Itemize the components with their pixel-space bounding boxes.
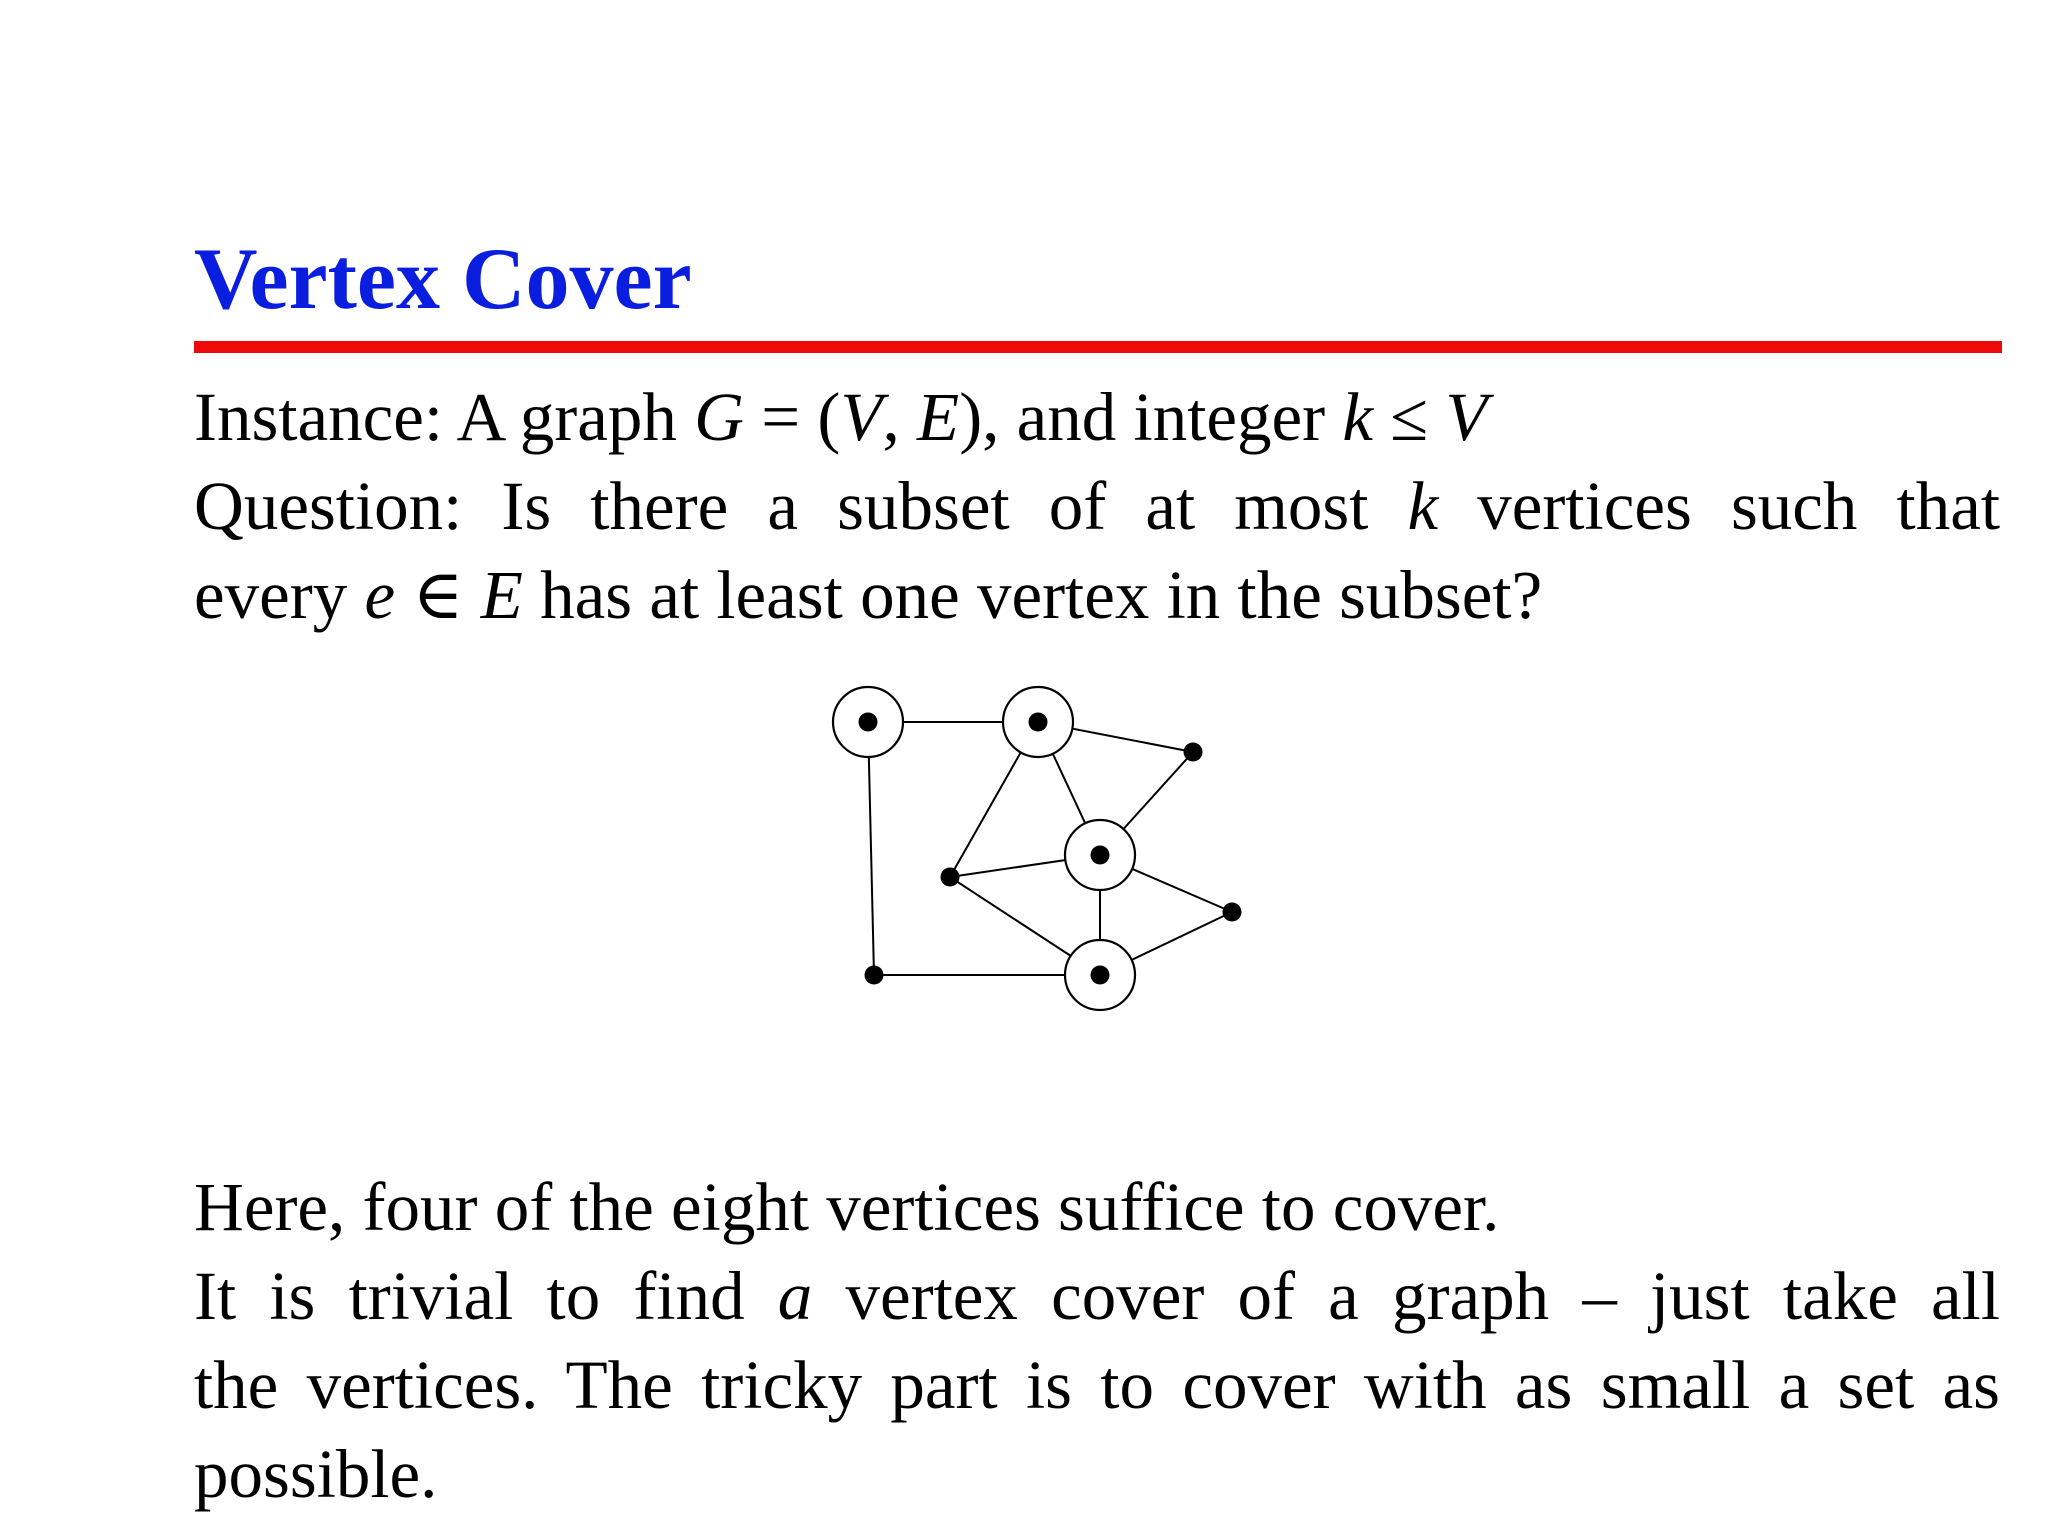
instance-integer-text: ), and integer <box>959 379 1343 455</box>
math-G: G <box>694 379 744 455</box>
graph-edges <box>868 722 1232 975</box>
vertex-v8-cover <box>1065 940 1135 1010</box>
remark-line-2-prefix: It is trivial to find <box>194 1258 778 1334</box>
emphasis-a: a <box>777 1258 813 1334</box>
instance-text: Instance: A graph <box>194 379 695 455</box>
vertex-v4 <box>941 868 960 887</box>
math-in: ∈ <box>395 557 481 633</box>
vertex-dot <box>1091 966 1110 985</box>
vertex-v5-cover <box>1065 820 1135 890</box>
math-leq: ≤ <box>1373 379 1446 455</box>
vertex-dot <box>1184 743 1203 762</box>
remark-line-2-suffix: vertex cover of a graph – just take all <box>812 1258 2000 1334</box>
title-rule <box>194 341 2002 353</box>
math-comma: , <box>882 379 918 455</box>
math-E: E <box>480 557 523 633</box>
question-every: every <box>194 557 365 633</box>
problem-statement <box>194 373 2000 640</box>
vertex-v6 <box>1223 903 1242 922</box>
remark-line-3: the vertices. The tricky part is to cover with as small a set as <box>194 1347 2000 1423</box>
math-E: E <box>917 379 960 455</box>
question-text: Question: Is there a subset of at most <box>194 468 1408 544</box>
vertex-dot <box>859 713 878 732</box>
remark-line-1: Here, four of the eight vertices suffice to cover. <box>194 1169 1500 1245</box>
vertex-dot <box>1029 713 1048 732</box>
math-V: V <box>840 379 883 455</box>
question-line-2 <box>194 551 2000 640</box>
vertex-v7 <box>865 966 884 985</box>
math-eq: = ( <box>743 379 841 455</box>
vertex-v1-cover <box>833 687 903 757</box>
vertex-v3 <box>1184 743 1203 762</box>
question-text-end: has at least one vertex in the subset? <box>522 557 1543 633</box>
math-e: e <box>364 557 396 633</box>
graph-diagram <box>810 665 1370 1115</box>
vertex-dot <box>1223 903 1242 922</box>
instance-line <box>194 373 2000 462</box>
remark-line-2 <box>194 1252 2000 1341</box>
graph-vertices <box>833 687 1242 1010</box>
math-k: k <box>1407 468 1439 544</box>
vertex-dot <box>941 868 960 887</box>
math-k: k <box>1342 379 1374 455</box>
remark-text <box>194 1163 2000 1519</box>
question-line-1 <box>194 462 2000 551</box>
question-text-suffix: vertices such that <box>1438 468 2000 544</box>
slide-title: Vertex Cover <box>194 231 692 328</box>
math-V2: V <box>1445 379 1488 455</box>
vertex-dot <box>865 966 884 985</box>
edge-v1-v7 <box>868 722 874 975</box>
vertex-v2-cover <box>1003 687 1073 757</box>
vertex-dot <box>1091 846 1110 865</box>
remark-line-4: possible. <box>194 1436 438 1512</box>
